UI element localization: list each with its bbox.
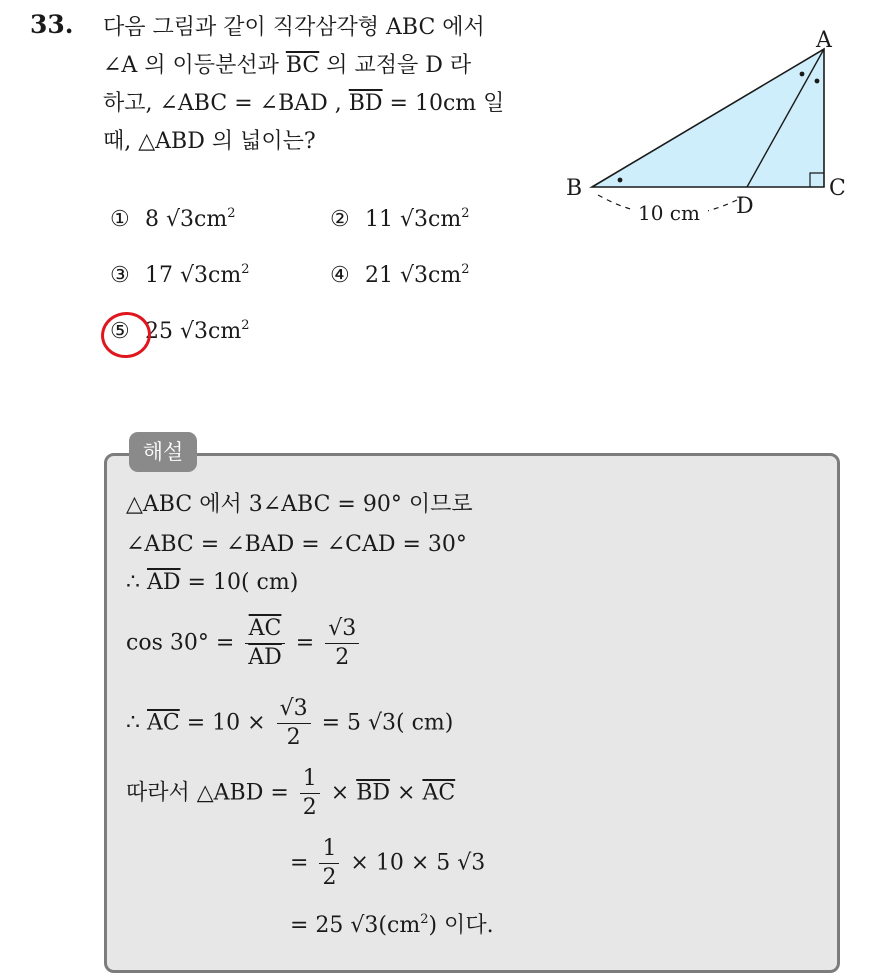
fraction-one-half: $\frac{1}{2}$ (319, 835, 339, 892)
fraction-one-half: $\frac{1}{2}$ (300, 765, 320, 822)
label-bd-length: 10 cm (638, 201, 700, 225)
solution-line-5: ∴ $\overline{AC} = 10$ × $\frac{√3}{2}$ = 5 √3( cm) (126, 696, 454, 750)
angle-dot-a1 (800, 72, 805, 77)
solution-line-7: = $\frac{1}{2}$ × 10 × 5 √3 (290, 836, 486, 890)
triangle-abc (592, 49, 824, 187)
fraction-root3-over-2: $\frac{√3}{2}$ (325, 615, 359, 672)
label-d: D (736, 194, 754, 219)
question-line-1: 다음 그림과 같이 직각삼각형 ABC 에서 (103, 15, 485, 40)
question-line-4: 때, △ABD 의 넓이는? (103, 129, 316, 154)
label-c: C (829, 176, 846, 201)
solution-line-3: ∴ $\overline{AD} = 10$( cm) (126, 570, 299, 595)
question-number: 33. (30, 10, 74, 39)
choice-3[interactable]: ③ 17 $√3cm^2$ (110, 262, 250, 288)
choice-4[interactable]: ④ 21 $√3cm^2$ (330, 262, 470, 288)
solution-tag: 해설 (129, 432, 197, 472)
question-line-3: 하고, ∠ABC = ∠BAD , $\overline{BD} = 10cm$ 일 (103, 91, 505, 116)
label-a: A (816, 28, 832, 53)
solution-line-1: △ABC 에서 3∠ABC = 90° 이므로 (126, 492, 473, 517)
question-line-2: ∠A 의 이등분선과 $\overline{BC}$ 의 교점을 D 라 (103, 53, 472, 78)
label-b: B (566, 176, 583, 201)
choice-2[interactable]: ② 11 $√3cm^2$ (330, 206, 470, 232)
solution-line-4: cos 30° = $\frac{\overline{AC}}{AD}$ = $\frac{√3}{2}$ (126, 615, 363, 672)
solution-line-8: = 25 $√3(cm^2)$ 이다. (290, 912, 494, 938)
choice-5[interactable]: ⑤ 25 $√3cm^2$ (110, 318, 250, 344)
choice-1[interactable]: ① 8 $√3cm^2$ (110, 206, 236, 232)
solution-line-2: ∠ABC = ∠BAD = ∠CAD = 30° (126, 532, 467, 557)
segment-bd: $\overline{BD}$ (348, 91, 383, 116)
solution-line-6: 따라서 △ABD = $\frac{1}{2}$ × $\overline{BD} \times \overline{AC}$ (126, 766, 456, 820)
answer-circle-mark (98, 309, 154, 362)
angle-dot-b (618, 178, 623, 183)
fraction-root3-over-2: $\frac{√3}{2}$ (277, 695, 311, 752)
segment-bc: $\overline{BC}$ (285, 53, 320, 78)
angle-dot-a2 (815, 79, 820, 84)
triangle-figure (560, 25, 860, 230)
fraction-ac-ad: $\frac{\overline{AC}}{AD}$ (245, 615, 285, 672)
